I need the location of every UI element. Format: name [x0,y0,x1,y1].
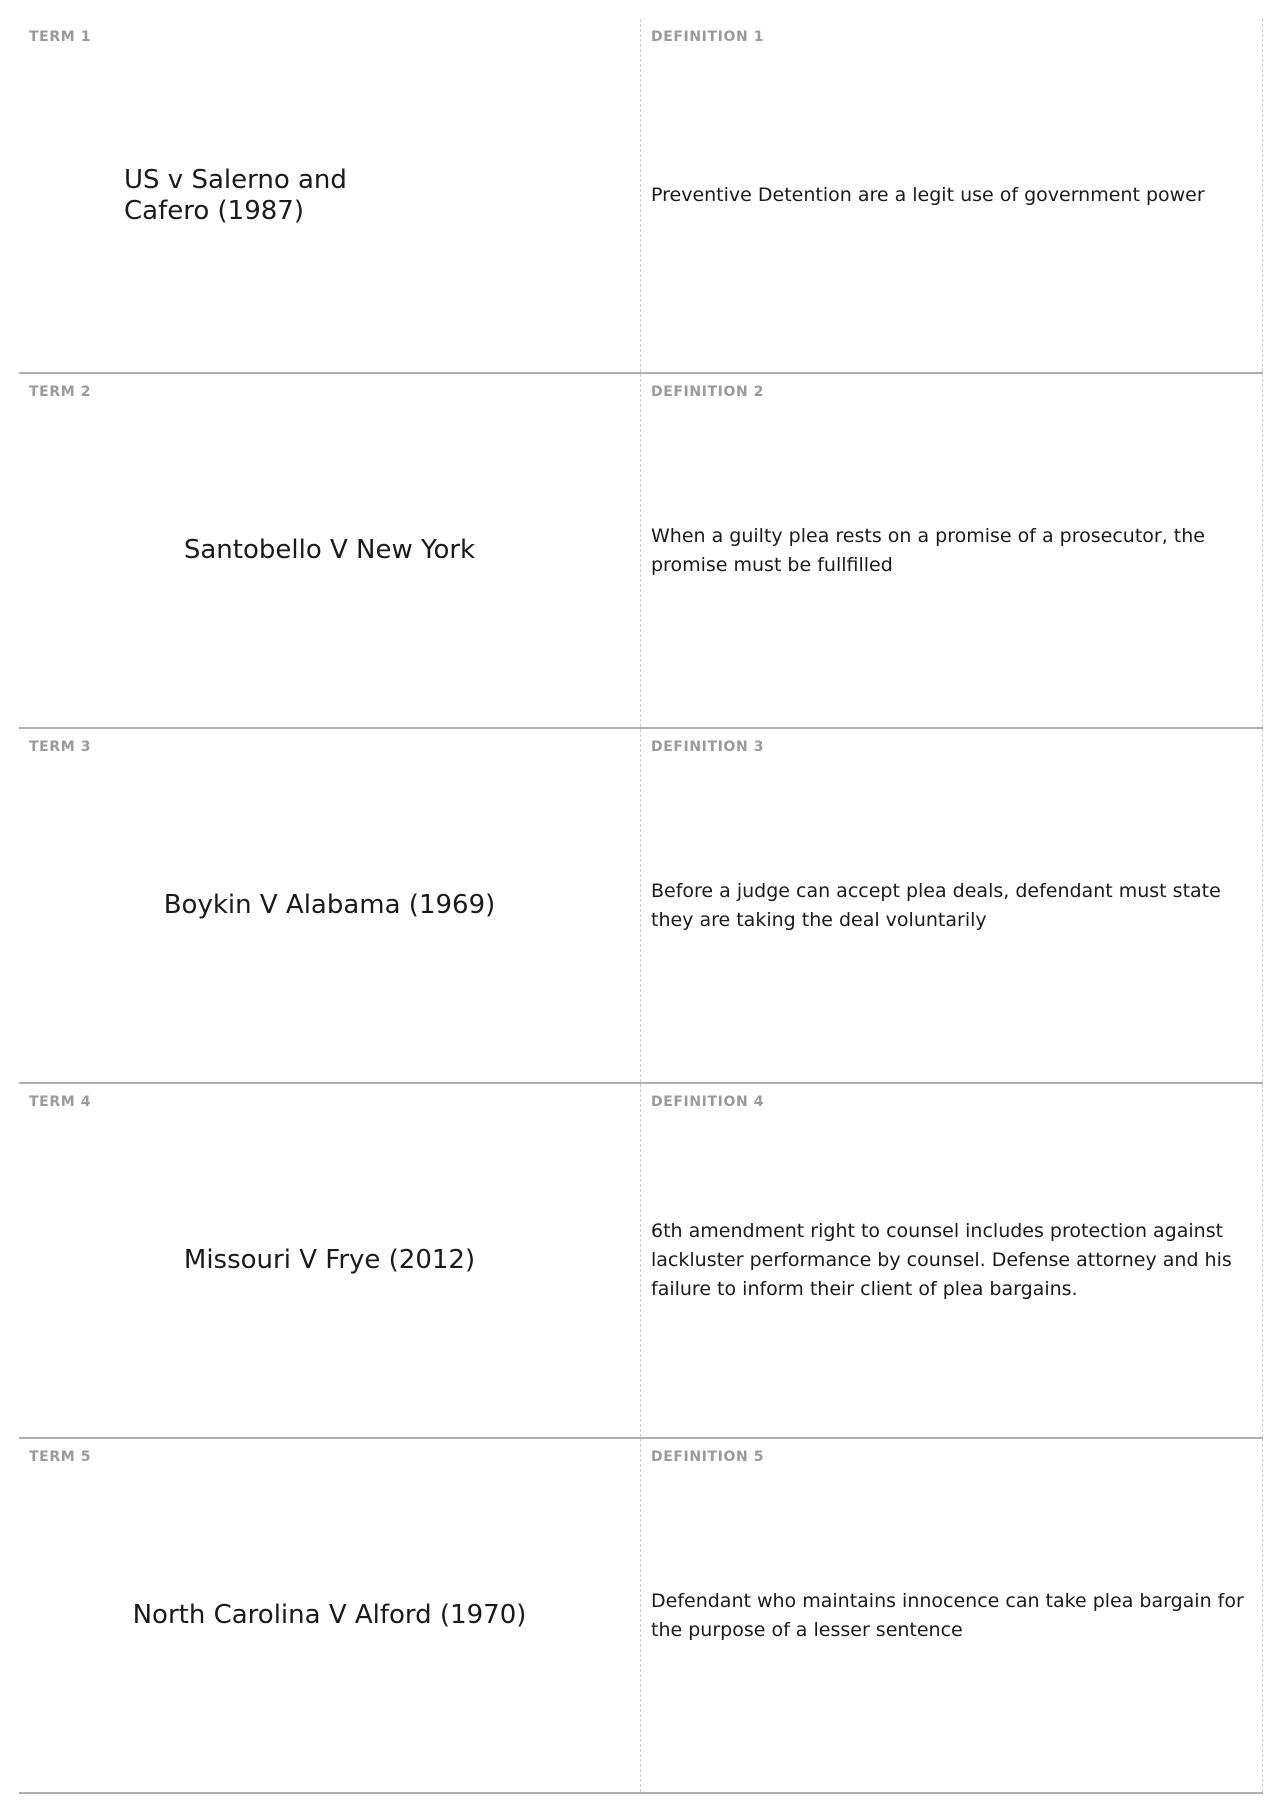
term-text-wrap [124,1084,535,1437]
definition-cell [641,729,1263,1082]
term-text: North Carolina V Alford (1970) [132,1600,527,1630]
flashcard-row [19,1439,1263,1794]
term-text: Santobello V New York [183,535,476,565]
term-text-wrap [124,1439,535,1792]
term-label: TERM 3 [29,739,92,755]
flashcard-row [19,1084,1263,1439]
term-text: Boykin V Alabama (1969) [163,890,496,920]
definition-text-wrap [651,374,1254,727]
definition-cell [641,1084,1263,1437]
term-label: TERM 4 [29,1094,92,1110]
definition-text: Preventive Detention are a legit use of government power [651,184,1205,206]
term-cell [19,1084,641,1437]
definition-text: Before a judge can accept plea deals, defendant must state they are taking the deal voluntarily [651,879,1221,931]
definition-label: DEFINITION 3 [651,739,765,755]
term-label: TERM 1 [29,29,92,45]
definition-text-wrap [651,1084,1254,1437]
definition-text-wrap [651,729,1254,1082]
term-cell [19,374,641,727]
term-text-wrap [124,19,440,372]
term-cell [19,729,641,1082]
term-cell [19,1439,641,1792]
definition-text: 6th amendment right to counsel includes protection against lackluster performance by counsel. Defense attorney and his failure to inform their client of plea bargains. [651,1220,1232,1300]
term-text-wrap [124,729,535,1082]
flashcard-sheet [19,19,1263,1794]
flashcard-row [19,374,1263,729]
definition-text: Defendant who maintains innocence can take plea bargain for the purpose of a lesser sentence [651,1589,1244,1641]
term-label: TERM 5 [29,1449,92,1465]
definition-text-wrap [651,19,1254,372]
term-text: US v Salerno and Cafero (1987) [124,164,347,226]
term-text-wrap [124,374,535,727]
definition-label: DEFINITION 4 [651,1094,765,1110]
definition-cell [641,19,1263,372]
definition-cell [641,374,1263,727]
definition-text-wrap [651,1439,1254,1792]
term-cell [19,19,641,372]
definition-text: When a guilty plea rests on a promise of a prosecutor, the promise must be fullfilled [651,524,1205,576]
definition-cell [641,1439,1263,1792]
definition-label: DEFINITION 2 [651,384,765,400]
definition-label: DEFINITION 1 [651,29,765,45]
definition-label: DEFINITION 5 [651,1449,765,1465]
term-label: TERM 2 [29,384,92,400]
term-text: Missouri V Frye (2012) [183,1245,476,1275]
flashcard-row [19,19,1263,374]
flashcard-row [19,729,1263,1084]
